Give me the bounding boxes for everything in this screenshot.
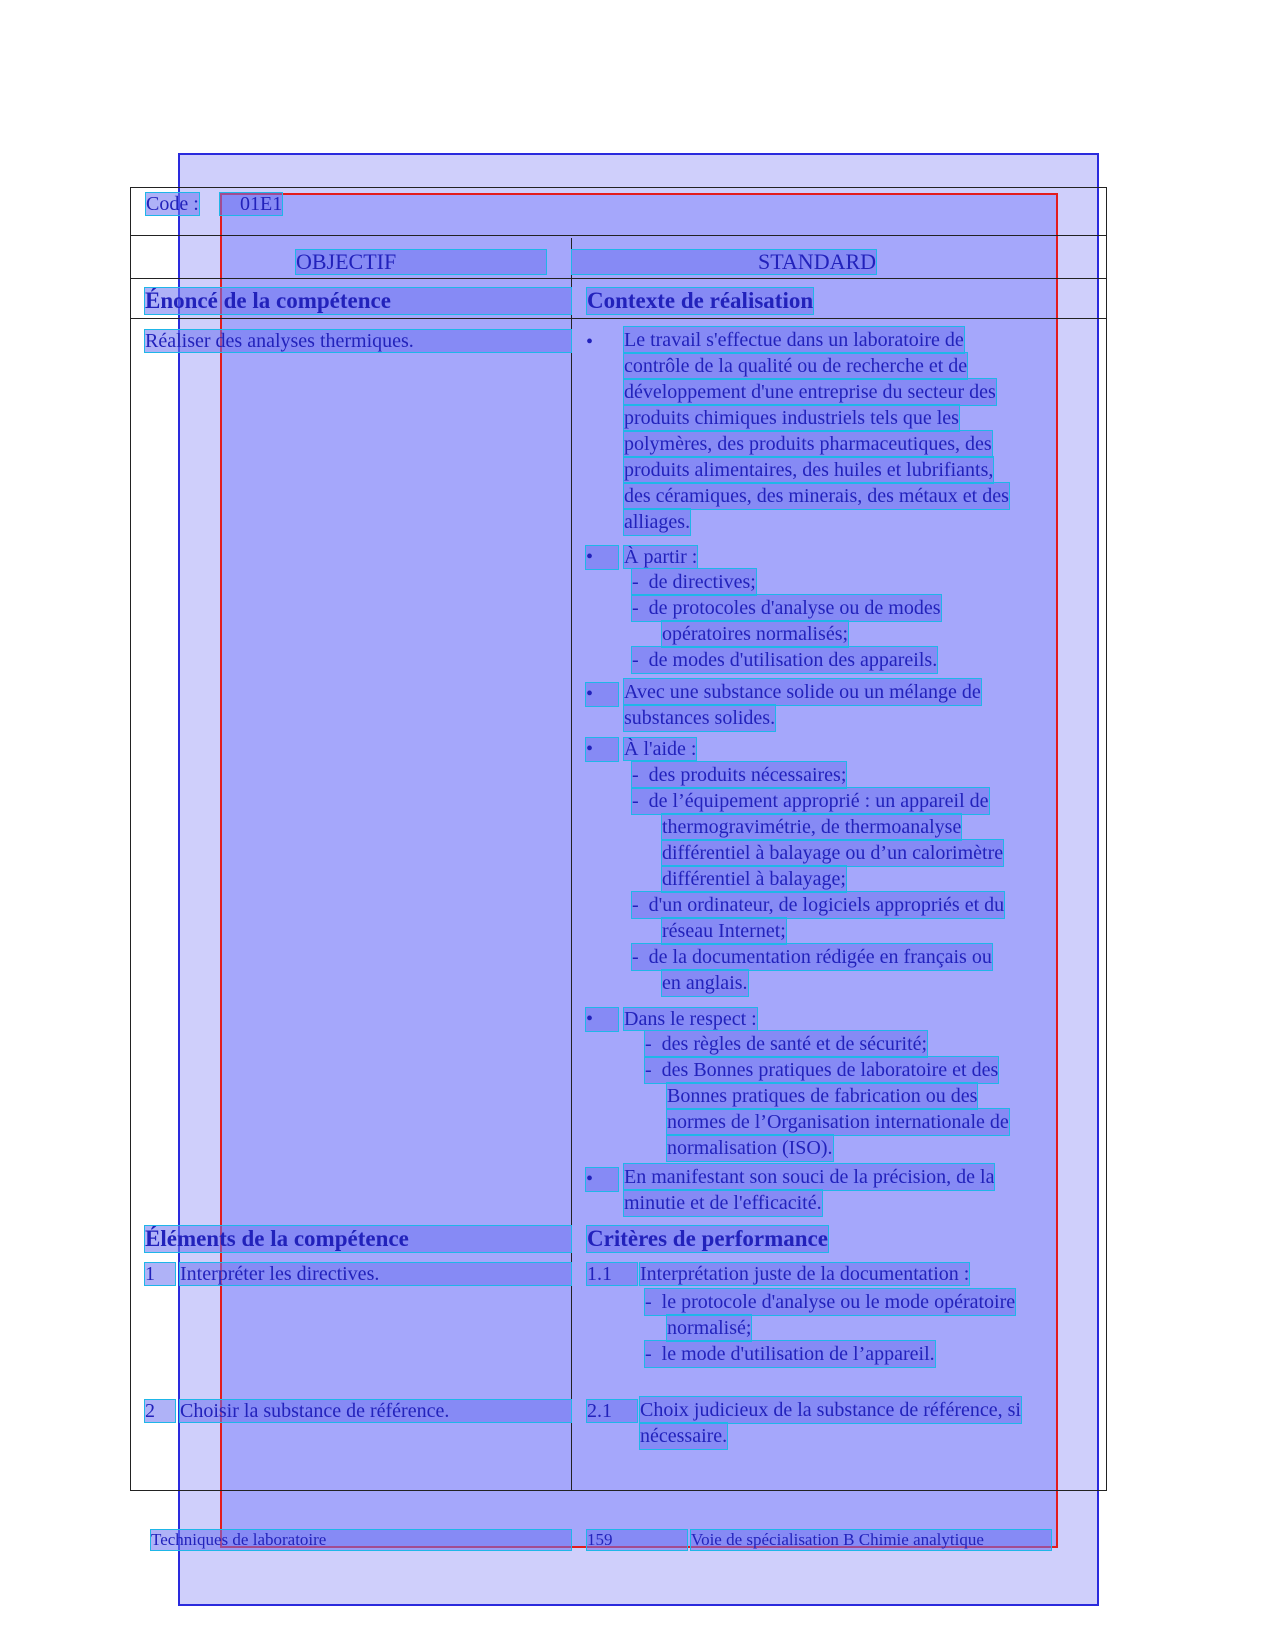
dash-item: - des Bonnes pratiques de laboratoire et des (645, 1059, 999, 1081)
text-line: produits chimiques industriels tels que les (624, 407, 959, 429)
dash-item-continuation: Bonnes pratiques de fabrication ou des (667, 1085, 978, 1107)
text-line: développement d'une entreprise du secteur des (624, 381, 996, 403)
a-partir-list (632, 569, 941, 673)
dash-item: - des produits nécessaires; (632, 764, 847, 786)
text-line: Avec une substance solide ou un mélange de (624, 681, 981, 703)
text-line: substances solides. (624, 707, 776, 729)
criteres-heading: Critères de performance (587, 1226, 828, 1251)
a-partir-label: À partir : (624, 546, 698, 568)
text-line: des céramiques, des minerais, des métaux et des (624, 485, 1009, 507)
row-divider (131, 235, 1106, 236)
critere-number: 2.1 (587, 1400, 637, 1422)
contexte-paragraph-6 (624, 1164, 994, 1216)
element-text: Interpréter les directives. (180, 1263, 571, 1285)
dash-item-continuation: en anglais. (662, 972, 748, 994)
text-line: contrôle de la qualité ou de recherche et de (624, 355, 968, 377)
dash-item: - le protocole d'analyse ou le mode opératoire (645, 1291, 1016, 1313)
row-divider (131, 278, 1106, 279)
text-line: En manifestant son souci de la précision, de la (624, 1166, 995, 1188)
text-line: Le travail s'effectue dans un laboratoire de (624, 329, 964, 351)
critere-number: 1.1 (587, 1263, 637, 1285)
bullet-icon: • (586, 331, 594, 353)
dash-item: - de l’équipement approprié : un appareil de (632, 790, 989, 812)
dash-item: - d'un ordinateur, de logiciels appropriés et du (632, 894, 1005, 916)
text-line: Choix judicieux de la substance de référence, si (640, 1399, 1021, 1421)
contexte-paragraph-1 (624, 327, 1009, 535)
elements-heading: Éléments de la compétence (145, 1226, 571, 1252)
dash-item-continuation: normes de l’Organisation internationale de (667, 1111, 1009, 1133)
bullet-icon: • (586, 683, 619, 705)
element-number: 2 (145, 1400, 175, 1422)
dash-item: - de protocoles d'analyse ou de modes (632, 597, 941, 619)
contexte-paragraph-3 (624, 679, 981, 731)
dash-item-continuation: normalisation (ISO). (667, 1137, 833, 1159)
footer-program: Techniques de laboratoire (151, 1530, 571, 1550)
bullet-icon: • (586, 1008, 619, 1030)
objectif-header: OBJECTIF (296, 250, 546, 274)
respect-list (645, 1031, 1009, 1161)
dash-item: - le mode d'utilisation de l’appareil. (645, 1343, 935, 1365)
dash-item-continuation: réseau Internet; (662, 920, 786, 942)
bullet-icon: • (586, 1168, 619, 1190)
bullet-icon: • (586, 546, 619, 568)
footer-page-number: 159 (587, 1530, 687, 1550)
text-line: nécessaire. (640, 1425, 728, 1447)
dash-item-continuation: différentiel à balayage ou d’un calorimètre (662, 842, 1004, 864)
contexte-heading: Contexte de réalisation (587, 288, 814, 313)
text-line: polymères, des produits pharmaceutiques, des (624, 433, 992, 455)
standard-header: STANDARD (572, 250, 876, 274)
dash-item-continuation: différentiel à balayage; (662, 868, 846, 890)
dash-item-continuation: thermogravimétrie, de thermoanalyse (662, 816, 962, 838)
row-divider (131, 318, 1106, 319)
respect-label: Dans le respect : (624, 1008, 757, 1030)
dash-item: - de directives; (632, 571, 756, 593)
column-divider (571, 238, 572, 1490)
enonce-text: Réaliser des analyses thermiques. (145, 330, 571, 352)
element-number: 1 (145, 1263, 175, 1285)
critere-2-text (640, 1397, 1021, 1449)
critere-1-list (645, 1289, 1015, 1367)
a-laide-label: À l'aide : (624, 738, 697, 760)
enonce-heading: Énoncé de la compétence (145, 288, 571, 314)
dash-item: - des règles de santé et de sécurité; (645, 1033, 928, 1055)
dash-item: - de modes d'utilisation des appareils. (632, 649, 938, 671)
code-value: 01E1 (220, 193, 282, 215)
text-line: produits alimentaires, des huiles et lubrifiants, (624, 459, 994, 481)
dash-item-continuation: opératoires normalisés; (662, 623, 849, 645)
text-line: minutie et de l'efficacité. (624, 1192, 822, 1214)
dash-item-continuation: normalisé; (667, 1317, 752, 1339)
text-line: alliages. (624, 511, 691, 533)
bullet-icon: • (586, 738, 619, 760)
element-text: Choisir la substance de référence. (180, 1400, 571, 1422)
code-label: Code : (146, 193, 199, 215)
dash-item: - de la documentation rédigée en français ou (632, 946, 992, 968)
a-laide-list (632, 762, 1004, 996)
critere-text: Interprétation juste de la documentation : (640, 1263, 970, 1285)
footer-specialisation: Voie de spécialisation B Chimie analytique (691, 1530, 1051, 1550)
